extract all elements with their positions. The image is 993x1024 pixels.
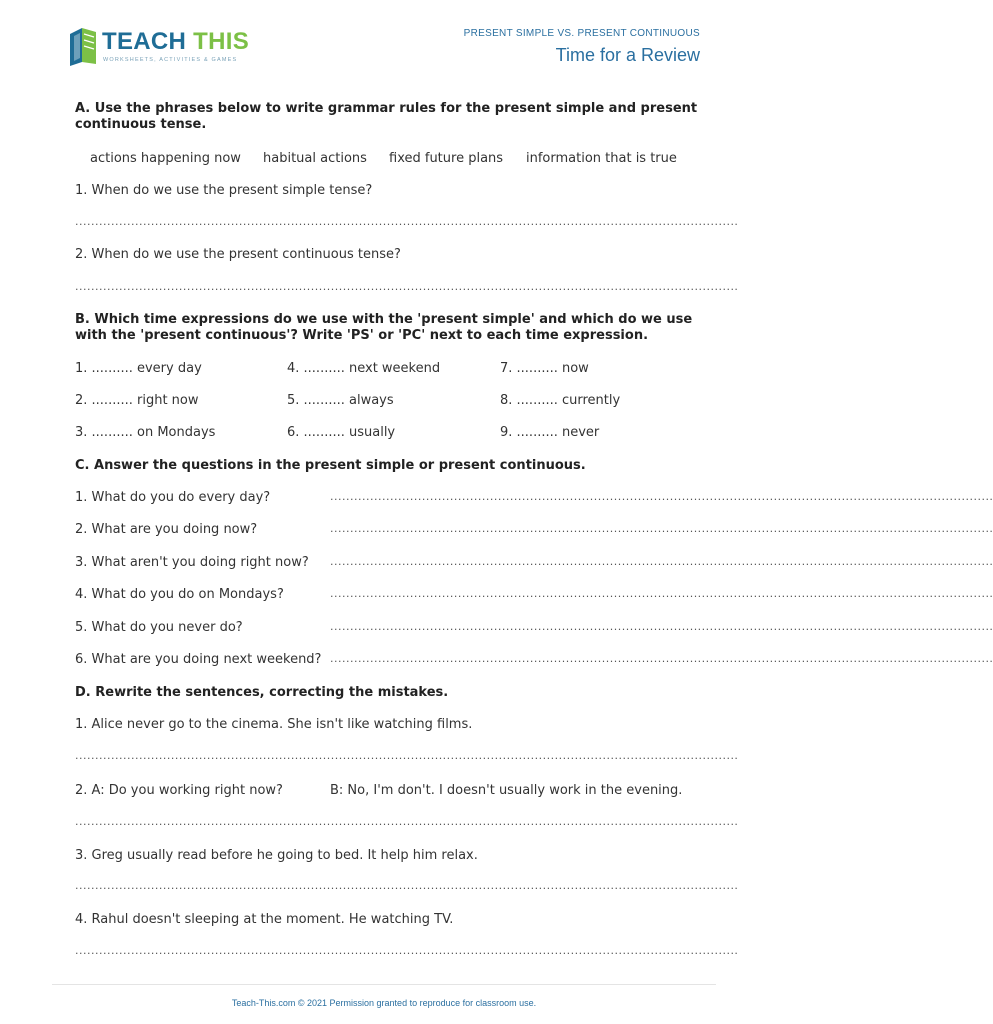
section-a-question-2: 2. When do we use the present continuous tense? <box>75 247 401 262</box>
answer-line[interactable]: ...................................................................................................................................................................... <box>330 490 993 503</box>
section-d-heading: D. Rewrite the sentences, correcting the mistakes. <box>75 685 449 700</box>
logo-wordmark <box>102 28 249 56</box>
section-d-sentence-1: 1. Alice never go to the cinema. She isn't like watching films. <box>75 717 473 732</box>
time-expression-3[interactable]: 3. .......... on Mondays <box>75 425 216 440</box>
logo-tagline: WORKSHEETS, ACTIVITIES & GAMES <box>103 57 238 63</box>
answer-line[interactable]: ...................................................................................................................................................................... <box>330 522 993 535</box>
section-c-heading: C. Answer the questions in the present simple or present continuous. <box>75 458 586 473</box>
copyright-footer: Teach-This.com © 2021 Permission granted to reproduce for classroom use. <box>231 998 537 1008</box>
section-c-question-4: 4. What do you do on Mondays? <box>75 587 284 602</box>
section-a-heading: A. Use the phrases below to write grammar rules for the present simple and present continuous tense. <box>75 101 698 132</box>
answer-line[interactable]: ...................................................................................................................................................................... <box>75 879 739 892</box>
phrase-2: habitual actions <box>263 151 367 166</box>
section-c-question-2: 2. What are you doing now? <box>75 522 258 537</box>
section-a-question-1: 1. When do we use the present simple tense? <box>75 183 373 198</box>
section-c-question-6: 6. What are you doing next weekend? <box>75 652 322 667</box>
section-d-sentence-2b: B: No, I'm don't. I doesn't usually work in the evening. <box>330 783 683 798</box>
time-expression-6[interactable]: 6. .......... usually <box>287 425 396 440</box>
answer-line[interactable]: ...................................................................................................................................................................... <box>330 620 993 633</box>
worksheet-topic: PRESENT SIMPLE VS. PRESENT CONTINUOUS <box>463 28 700 39</box>
worksheet-title: Time for a Review <box>555 45 700 65</box>
answer-line[interactable]: ...................................................................................................................................................................... <box>75 215 739 228</box>
answer-line[interactable]: ...................................................................................................................................................................... <box>75 944 739 957</box>
answer-line[interactable]: ...................................................................................................................................................................... <box>75 815 739 828</box>
section-d-sentence-4: 4. Rahul doesn't sleeping at the moment. He watching TV. <box>75 912 454 927</box>
time-expression-4[interactable]: 4. .......... next weekend <box>287 361 441 376</box>
section-d-sentence-3: 3. Greg usually read before he going to bed. It help him relax. <box>75 848 478 863</box>
time-expression-9[interactable]: 9. .......... never <box>500 425 600 440</box>
section-c-question-3: 3. What aren't you doing right now? <box>75 555 309 570</box>
phrase-4: information that is true <box>526 151 677 166</box>
section-b-heading: B. Which time expressions do we use with the 'present simple' and which do we use with the 'present continuous'? Write 'PS' or 'PC' next to each time expression. <box>75 312 693 343</box>
time-expression-2[interactable]: 2. .......... right now <box>75 393 199 408</box>
phrase-1: actions happening now <box>90 151 241 166</box>
logo-word-teach: TEACH <box>102 28 187 55</box>
answer-line[interactable]: ...................................................................................................................................................................... <box>330 587 993 600</box>
section-c-question-1: 1. What do you do every day? <box>75 490 271 505</box>
answer-line[interactable]: ...................................................................................................................................................................... <box>75 280 739 293</box>
time-expression-8[interactable]: 8. .......... currently <box>500 393 621 408</box>
phrase-3: fixed future plans <box>389 151 504 166</box>
time-expression-1[interactable]: 1. .......... every day <box>75 361 202 376</box>
book-logo-icon <box>66 24 100 68</box>
section-d-sentence-2a: 2. A: Do you working right now? <box>75 783 283 798</box>
answer-line[interactable]: ...................................................................................................................................................................... <box>330 652 993 665</box>
teach-this-logo <box>66 24 250 68</box>
time-expression-7[interactable]: 7. .......... now <box>500 361 589 376</box>
logo-word-this: THIS <box>193 28 250 55</box>
footer-divider <box>52 984 716 985</box>
answer-line[interactable]: ...................................................................................................................................................................... <box>75 749 739 762</box>
answer-line[interactable]: ...................................................................................................................................................................... <box>330 555 993 568</box>
section-c-question-5: 5. What do you never do? <box>75 620 243 635</box>
time-expression-5[interactable]: 5. .......... always <box>287 393 394 408</box>
